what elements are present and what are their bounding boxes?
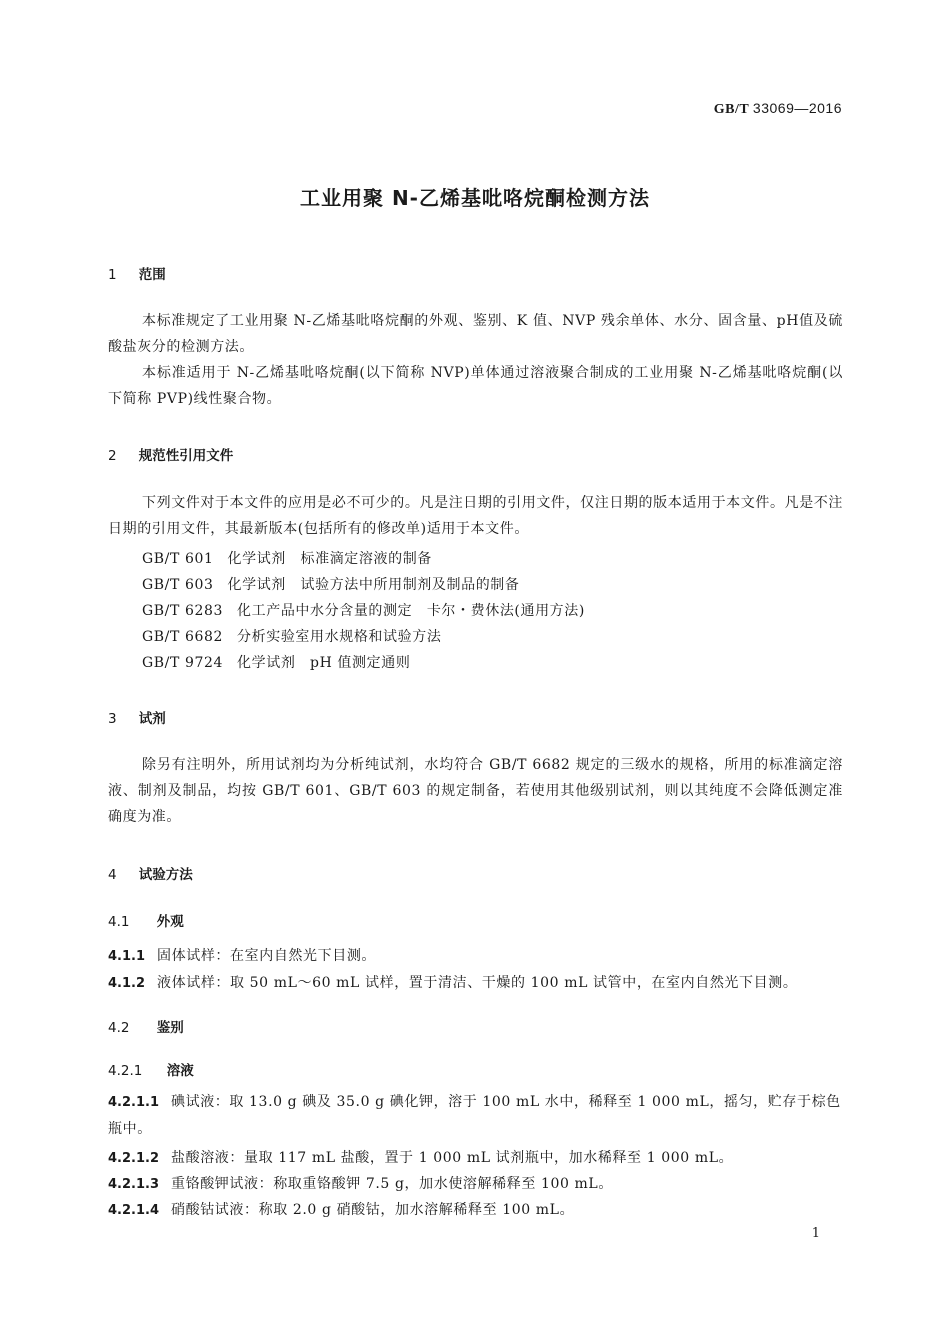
standard-number <box>714 100 842 118</box>
reference-item: GB/T 603 化学试剂 试验方法中所用制剂及制品的制备 <box>142 577 520 593</box>
clause-item: 4.2.1.1 碘试液：取 13.0 g 碘及 35.0 g 碘化钾，溶于 100 mL 水中，稀释至 1 000 mL，摇匀，贮存于棕色瓶中。 <box>108 1094 841 1137</box>
section-4-heading: 4 试验方法 <box>108 867 193 883</box>
reference-item: GB/T 601 化学试剂 标准滴定溶液的制备 <box>142 551 432 567</box>
section-1-heading: 1 范围 <box>108 267 166 283</box>
section-4-2-heading: 4.2 鉴别 <box>108 1020 184 1036</box>
standard-code: 33069—2016 <box>752 100 842 116</box>
section-3-paragraph: 除另有注明外，所用试剂均为分析纯试剂，水均符合 GB/T 6682 规定的三级水的规格，所用的标准滴定溶液、制剂及制品，均按 GB/T 601、GB/T 603 的规定制备，若使用其他级别试剂，则以其纯度不会降低测定准确度为准。 <box>108 757 843 825</box>
section-2-heading: 2 规范性引用文件 <box>108 448 234 464</box>
section-1-paragraph-2: 本标准适用于 N-乙烯基吡咯烷酮(以下简称 NVP)单体通过溶液聚合制成的工业用聚 N-乙烯基吡咯烷酮(以下简称 PVP)线性聚合物。 <box>108 365 843 407</box>
clause-item: 4.2.1.4 硝酸钴试液：称取 2.0 g 硝酸钴，加水溶解稀释至 100 mL。 <box>108 1202 575 1218</box>
section-2-intro: 下列文件对于本文件的应用是必不可少的。凡是注日期的引用文件，仅注日期的版本适用于本文件。凡是不注日期的引用文件，其最新版本(包括所有的修改单)适用于本文件。 <box>108 495 843 537</box>
document-title: 工业用聚 N-乙烯基吡咯烷酮检测方法 <box>299 186 650 210</box>
section-3-heading: 3 试剂 <box>108 711 166 727</box>
clause-item: 4.2.1.3 重铬酸钾试液：称取重铬酸钾 7.5 g，加水使溶解稀释至 100 mL。 <box>108 1176 613 1192</box>
section-4-1-heading: 4.1 外观 <box>108 914 184 930</box>
reference-item: GB/T 6682 分析实验室用水规格和试验方法 <box>142 629 442 645</box>
section-1-paragraph-1: 本标准规定了工业用聚 N-乙烯基吡咯烷酮的外观、鉴别、K 值、NVP 残余单体、水分、固含量、pH值及硫酸盐灰分的检测方法。 <box>108 313 843 355</box>
reference-item: GB/T 6283 化工产品中水分含量的测定 卡尔・费休法(通用方法) <box>142 603 585 619</box>
reference-item: GB/T 9724 化学试剂 pH 值测定通则 <box>142 655 411 671</box>
clause-item: 4.1.2 液体试样：取 50 mL～60 mL 试样，置于清洁、干燥的 100 mL 试管中，在室内自然光下目测。 <box>108 975 798 991</box>
standard-prefix: GB/T <box>713 102 749 117</box>
section-4-2-1-heading: 4.2.1 溶液 <box>108 1063 194 1079</box>
clause-item: 4.1.1 固体试样：在室内自然光下目测。 <box>108 948 377 964</box>
page-number: 1 <box>811 1226 820 1241</box>
clause-item: 4.2.1.2 盐酸溶液：量取 117 mL 盐酸，置于 1 000 mL 试剂瓶中，加水稀释至 1 000 mL。 <box>108 1150 734 1166</box>
